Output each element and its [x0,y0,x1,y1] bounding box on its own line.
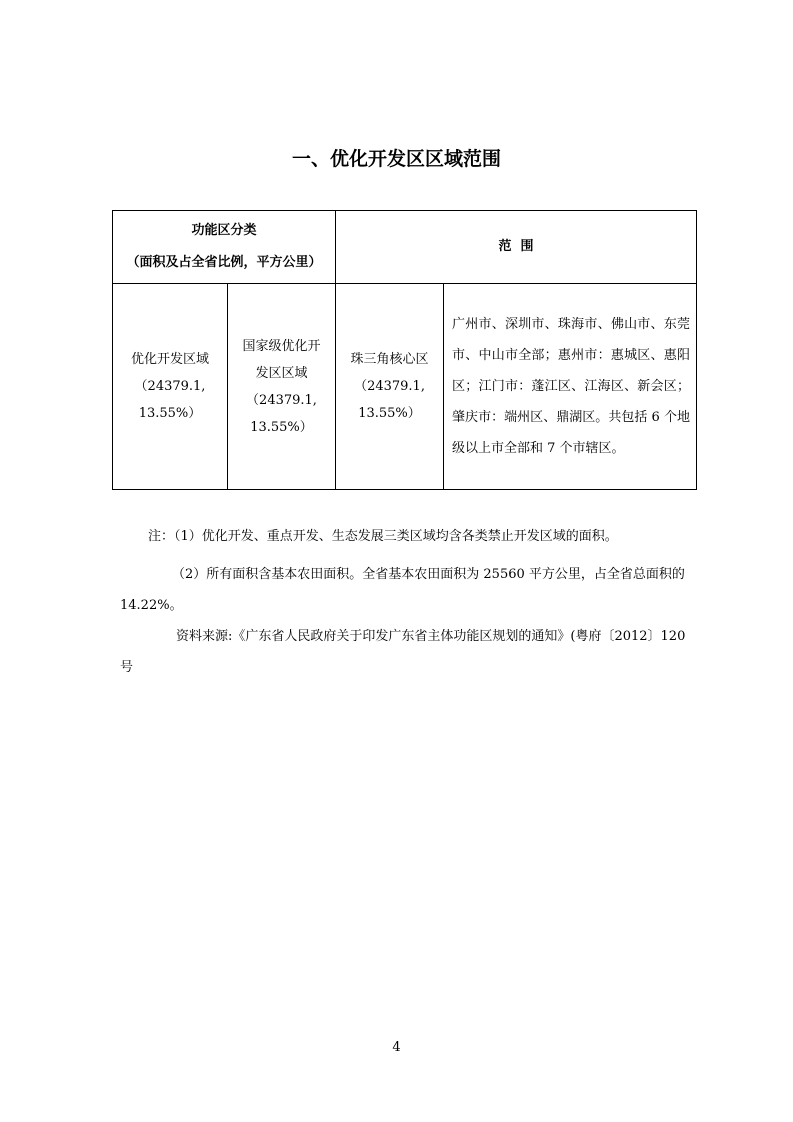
level3-area: （24379.1, [354,379,425,394]
level3-name: 珠三角核心区 [350,352,429,367]
note-2: （2）所有面积含基本农田面积。全省基本农田面积为 25560 平方公里，占全省总面积的 14.22%。 [120,567,685,613]
page-title: 一、优化开发区区域范围 [291,148,501,170]
scope-cell [444,284,697,490]
scope-header: 范 围 [498,239,534,254]
page-number: 4 [392,1040,401,1055]
note-1: 注：（1）优化开发、重点开发、生态发展三类区域均含各类禁止开发区域的面积。 [148,529,618,544]
table-row [113,284,697,490]
level1-cell [113,284,228,490]
level1-area: （24379.1, [134,379,206,394]
level2-percent: 13.55%） [250,419,313,435]
scope-description: 广州市、深圳市、珠海市、佛山市、东莞市、中山市全部；惠州市：惠城区、惠阳区；江门市：蓬江区、江海区、新会区；肇庆市：端州区、鼎湖区。共包括 6 个地级以上市全部和 7 个市辖区。 [452,317,691,456]
category-header-line2: （面积及占全省比例，平方公里） [126,255,322,270]
level1-name: 优化开发区域 [130,352,209,367]
level1-percent: 13.55%） [138,406,202,421]
category-header-line1: 功能区分类 [191,223,257,238]
table-header-row [113,211,697,284]
level2-cell [228,284,336,490]
level2-name-line1: 国家级优化开 [242,338,321,354]
level3-percent: 13.55%） [358,406,421,421]
level3-cell [336,284,444,490]
source-note: 资料来源:《广东省人民政府关于印发广东省主体功能区规划的通知》(粤府〔2012〕120 号 [120,629,686,675]
region-table [112,210,697,490]
category-header-cell [113,211,336,284]
scope-header-cell [336,211,697,284]
level2-area: （24379.1, [246,392,317,408]
level2-name-line2: 发区区域 [255,365,308,381]
